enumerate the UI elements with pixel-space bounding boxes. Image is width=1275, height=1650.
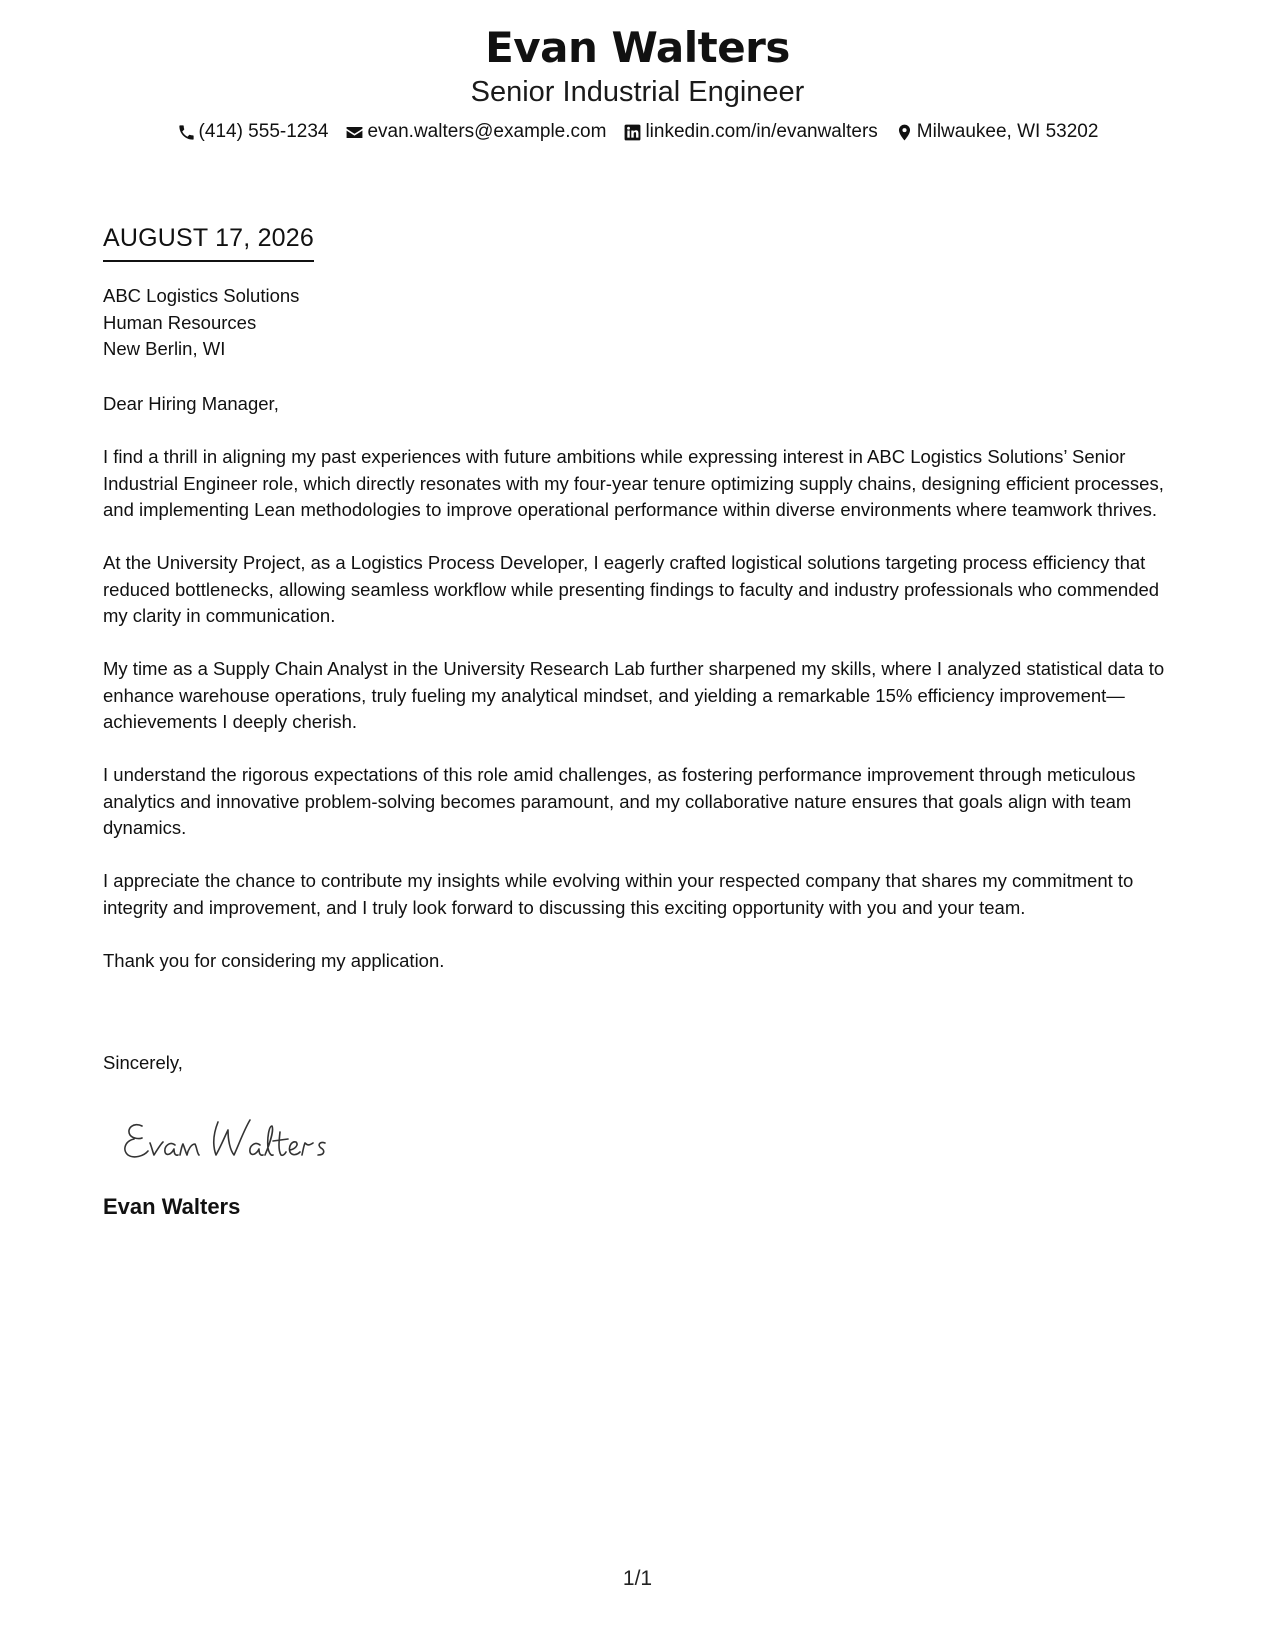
recipient-company: ABC Logistics Solutions bbox=[103, 285, 300, 306]
linkedin-icon bbox=[623, 123, 642, 142]
location-text: Milwaukee, WI 53202 bbox=[916, 121, 1099, 142]
recipient-block bbox=[103, 283, 299, 363]
signature-image bbox=[120, 1108, 350, 1168]
envelope-icon bbox=[345, 123, 364, 142]
email-text: evan.walters@example.com bbox=[367, 121, 607, 142]
phone-icon bbox=[177, 123, 196, 142]
body-paragraph: My time as a Supply Chain Analyst in the University Research Lab further sharpened my skills, where I analyzed statistical data to enhance warehouse operations, truly fueling my analytical mindset, and yielding a remarkable 15% efficiency improvement—achievements I deeply cherish. bbox=[103, 658, 1165, 732]
contact-phone bbox=[177, 120, 329, 144]
letter-date: AUGUST 17, 2026 bbox=[103, 222, 314, 262]
recipient-location: New Berlin, WI bbox=[103, 338, 226, 359]
closing: Sincerely, bbox=[103, 1052, 183, 1073]
contact-location bbox=[895, 120, 1099, 144]
body-paragraph: At the University Project, as a Logistics Process Developer, I eagerly crafted logistical solutions targeting process efficiency that reduced bottlenecks, allowing seamless workflow while presenting findings to faculty and industry professionals who commended my clarity in communication. bbox=[103, 552, 1160, 626]
signer-name: Evan Walters bbox=[103, 1194, 241, 1219]
body-paragraph: I appreciate the chance to contribute my insights while evolving within your respected company that shares my commitment to integrity and improvement, and I truly look forward to discussing this exciting opportunity with you and your team. bbox=[103, 870, 1134, 918]
body-paragraph: I understand the rigorous expectations of this role amid challenges, as fostering performance improvement through meticulous analytics and innovative problem-solving becomes paramount, and my collaborative nature ensures that goals align with team dynamics. bbox=[103, 764, 1136, 838]
contact-linkedin[interactable] bbox=[623, 120, 877, 144]
contact-email[interactable] bbox=[345, 120, 606, 144]
map-marker-icon bbox=[895, 123, 914, 142]
page-number: 1/1 bbox=[622, 1567, 653, 1590]
applicant-title: Senior Industrial Engineer bbox=[470, 76, 805, 108]
applicant-name: Evan Walters bbox=[485, 23, 790, 72]
body-paragraph: I find a thrill in aligning my past experiences with future ambitions while expressing interest in ABC Logistics Solutions’ Senior Industrial Engineer role, which directly resonates with my four-year tenure optimizing supply chains, designing efficient processes, and implementing Lean methodologies to improve operational performance within diverse environments where teamwork thrives. bbox=[103, 446, 1164, 520]
letter-body bbox=[103, 391, 1173, 1001]
letter-header bbox=[0, 22, 1275, 144]
phone-text: (414) 555-1234 bbox=[198, 121, 329, 142]
salutation: Dear Hiring Manager, bbox=[103, 393, 279, 414]
contact-bar bbox=[0, 120, 1275, 144]
recipient-department: Human Resources bbox=[103, 311, 257, 333]
linkedin-text: linkedin.com/in/evanwalters bbox=[645, 121, 878, 142]
thank-you-line: Thank you for considering my application. bbox=[103, 949, 445, 971]
